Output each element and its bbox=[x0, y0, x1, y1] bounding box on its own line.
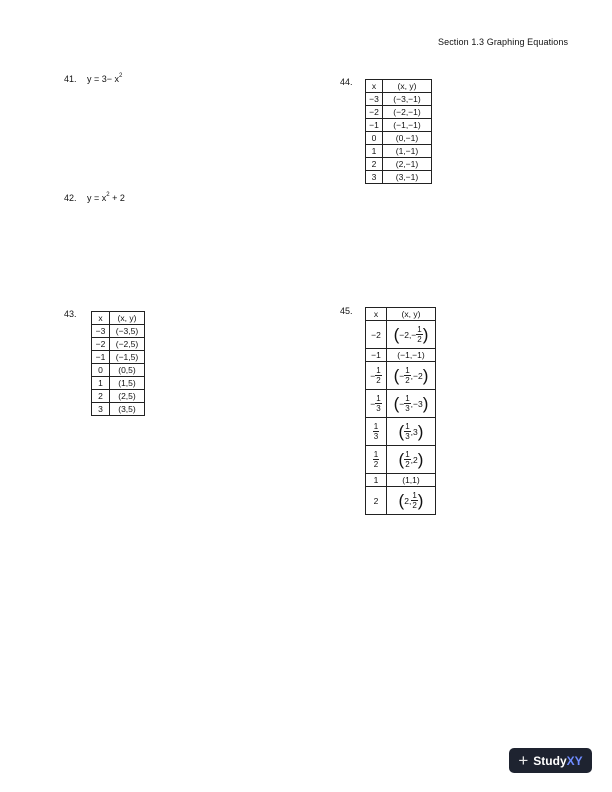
table-43-header-x: x bbox=[92, 312, 110, 325]
fraction-denominator: 2 bbox=[405, 376, 410, 385]
point-text: ,3 bbox=[410, 426, 418, 437]
point-expression: ( $\frac{1}{2}$ ,2 ) bbox=[398, 450, 424, 469]
cell-xy: (3,5) bbox=[110, 403, 145, 416]
cell-xy bbox=[387, 418, 436, 446]
cell-xy: (−1,−1) bbox=[387, 349, 436, 362]
cell-x: 1 bbox=[92, 377, 110, 390]
fraction-numerator: 1 bbox=[373, 450, 379, 459]
table-43-header-xy: (x, y) bbox=[110, 312, 145, 325]
cell-x: −2 bbox=[92, 338, 110, 351]
fraction-denominator: 3 bbox=[405, 404, 410, 413]
table-row bbox=[92, 403, 145, 416]
page-header: Section 1.3 Graphing Equations bbox=[438, 37, 569, 47]
problem-41-number: 41. bbox=[64, 74, 77, 84]
cell-x: −2 bbox=[366, 321, 387, 349]
table-row bbox=[92, 364, 145, 377]
cell-x: −1 bbox=[92, 351, 110, 364]
table-44-header-xy: (x, y) bbox=[383, 80, 432, 93]
cell-x: 3 bbox=[366, 171, 383, 184]
table-row bbox=[366, 106, 432, 119]
eq-41-base: y = 3− x bbox=[87, 74, 120, 84]
cell-xy: (1,−1) bbox=[383, 145, 432, 158]
table-row bbox=[366, 349, 436, 362]
eq-42-tail: + 2 bbox=[109, 193, 125, 203]
cell-xy: (3,−1) bbox=[383, 171, 432, 184]
fraction-numerator: 1 bbox=[376, 394, 381, 403]
problem-42-equation bbox=[87, 193, 125, 203]
cell-x: −3 bbox=[92, 325, 110, 338]
eq-42-base: y = x bbox=[87, 193, 107, 203]
cell-x: 2 bbox=[366, 158, 383, 171]
fraction-denominator: 2 bbox=[376, 376, 381, 385]
problem-41-equation bbox=[87, 74, 122, 84]
cell-xy: (−1,−1) bbox=[383, 119, 432, 132]
cell-xy: (−3,5) bbox=[110, 325, 145, 338]
point-text: ,2 bbox=[410, 454, 418, 465]
point-text: 2, bbox=[404, 495, 412, 506]
point-expression: ( $\frac{1}{3}$ ,3 ) bbox=[398, 422, 424, 441]
cell-x: −1 bbox=[366, 349, 387, 362]
table-row bbox=[366, 171, 432, 184]
fraction-denominator: 2 bbox=[405, 460, 410, 469]
cell-xy: (−1,5) bbox=[110, 351, 145, 364]
table-row bbox=[92, 351, 145, 364]
table-row bbox=[366, 158, 432, 171]
fraction bbox=[375, 366, 381, 385]
point-expression: ( −2,− $\frac{1}{2}$ ) bbox=[393, 325, 429, 344]
table-row bbox=[366, 93, 432, 106]
fraction-denominator: 2 bbox=[417, 335, 422, 344]
cell-xy: (−3,−1) bbox=[383, 93, 432, 106]
fraction-numerator: 1 bbox=[412, 491, 417, 500]
fraction-denominator: 3 bbox=[376, 404, 381, 413]
fraction-numerator: 1 bbox=[373, 422, 379, 431]
cell-x: 0 bbox=[92, 364, 110, 377]
point-text: −2,− bbox=[399, 329, 417, 340]
table-row bbox=[366, 362, 436, 390]
cell-xy: (0,5) bbox=[110, 364, 145, 377]
cell-x: 1 bbox=[366, 474, 387, 487]
point-expression: ( − $\frac{1}{2}$ ,−2 ) bbox=[393, 366, 429, 385]
table-row bbox=[92, 325, 145, 338]
eq-42-exponent: 2 bbox=[106, 192, 110, 198]
cell-x: −3 bbox=[366, 93, 383, 106]
table-row bbox=[92, 377, 145, 390]
cell-xy bbox=[387, 390, 436, 418]
fraction-denominator: 3 bbox=[373, 432, 379, 441]
cell-x: −2 bbox=[366, 106, 383, 119]
fraction-numerator: 1 bbox=[376, 366, 381, 375]
cell-xy bbox=[387, 321, 436, 349]
cell-xy: (1,1) bbox=[387, 474, 436, 487]
cell-xy: (1,5) bbox=[110, 377, 145, 390]
problem-43-number: 43. bbox=[64, 309, 77, 319]
cell-xy bbox=[387, 446, 436, 474]
cell-x: 0 bbox=[366, 132, 383, 145]
cell-xy bbox=[387, 362, 436, 390]
point-expression: ( 2, $\frac{1}{2}$ ) bbox=[398, 491, 424, 510]
point-sign: − bbox=[399, 370, 405, 381]
cell-x bbox=[366, 390, 387, 418]
point-text: ,−3 bbox=[410, 398, 423, 409]
fraction-numerator: 1 bbox=[417, 325, 422, 334]
point-text: ,−2 bbox=[410, 370, 423, 381]
problem-45-number: 45. bbox=[340, 306, 353, 316]
cell-x: 1 bbox=[366, 145, 383, 158]
cell-xy: (2,5) bbox=[110, 390, 145, 403]
cell-xy: (−2,−1) bbox=[383, 106, 432, 119]
table-row bbox=[92, 338, 145, 351]
cell-x: 2 bbox=[366, 487, 387, 515]
table-row bbox=[366, 418, 436, 446]
problem-42-number: 42. bbox=[64, 193, 77, 203]
cell-x bbox=[366, 446, 387, 474]
table-row bbox=[366, 145, 432, 158]
fraction bbox=[373, 450, 379, 469]
cell-xy bbox=[387, 487, 436, 515]
table-row bbox=[366, 119, 432, 132]
table-row bbox=[366, 132, 432, 145]
table-45-header-xy: (x, y) bbox=[387, 308, 436, 321]
table-row bbox=[366, 487, 436, 515]
logo-brand-accent: XY bbox=[566, 753, 583, 768]
table-44-header-x: x bbox=[366, 80, 383, 93]
table-45-header-x: x bbox=[366, 308, 387, 321]
table-row bbox=[366, 390, 436, 418]
fraction-denominator: 3 bbox=[405, 432, 410, 441]
cell-x bbox=[366, 418, 387, 446]
fraction-numerator: 1 bbox=[405, 394, 410, 403]
fraction bbox=[375, 394, 381, 413]
plus-icon: + bbox=[518, 750, 529, 770]
table-44 bbox=[365, 79, 432, 184]
point-sign: − bbox=[399, 398, 405, 409]
table-row bbox=[366, 446, 436, 474]
fraction bbox=[373, 422, 379, 441]
point-expression: ( − $\frac{1}{3}$ ,−3 ) bbox=[393, 394, 429, 413]
cell-xy: (−2,5) bbox=[110, 338, 145, 351]
cell-xy: (2,−1) bbox=[383, 158, 432, 171]
x-sign: − bbox=[370, 370, 376, 381]
cell-xy: (0,−1) bbox=[383, 132, 432, 145]
table-43 bbox=[91, 311, 145, 416]
table-row bbox=[92, 390, 145, 403]
cell-x: −1 bbox=[366, 119, 383, 132]
fraction-numerator: 1 bbox=[405, 366, 410, 375]
table-row bbox=[366, 321, 436, 349]
table-45 bbox=[365, 307, 436, 515]
studyxy-logo[interactable] bbox=[509, 748, 592, 773]
fraction-denominator: 2 bbox=[373, 460, 379, 469]
cell-x bbox=[366, 362, 387, 390]
logo-brand: Study bbox=[533, 753, 567, 768]
fraction-numerator: 1 bbox=[405, 422, 410, 431]
fraction-denominator: 2 bbox=[412, 501, 417, 510]
table-row bbox=[366, 474, 436, 487]
cell-x: 2 bbox=[92, 390, 110, 403]
eq-41-exponent: 2 bbox=[119, 73, 123, 79]
cell-x: 3 bbox=[92, 403, 110, 416]
x-sign: − bbox=[370, 398, 376, 409]
problem-44-number: 44. bbox=[340, 77, 353, 87]
fraction-numerator: 1 bbox=[405, 450, 410, 459]
